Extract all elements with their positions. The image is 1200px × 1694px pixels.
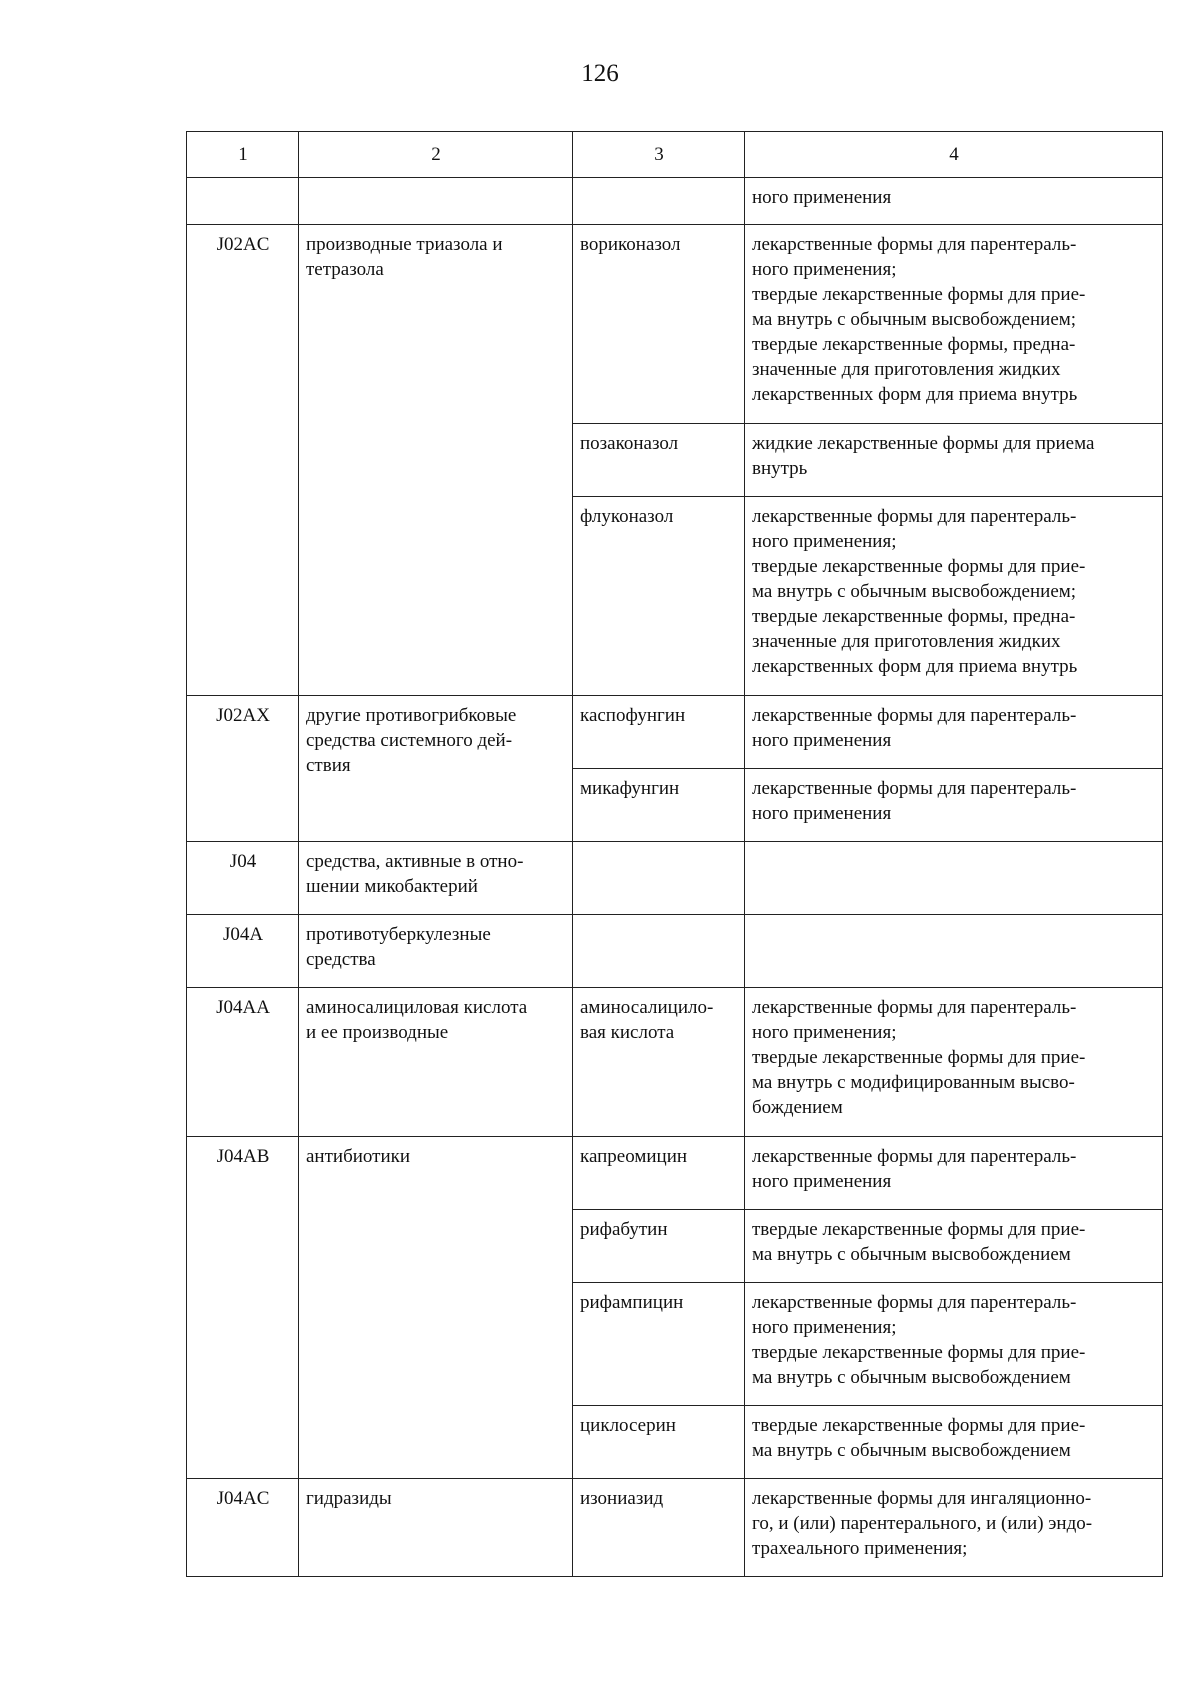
form-cell: лекарственные формы для парентераль- ного применения; твердые лекарственные формы для прие- ма внутрь с модифицированным высво- бождением xyxy=(745,988,1163,1137)
form-cell: ного применения xyxy=(745,178,1163,225)
table-row xyxy=(187,178,1163,225)
code-cell: J02AX xyxy=(187,696,299,842)
group-cell: производные триазола и тетразола xyxy=(299,225,573,696)
drug-cell xyxy=(573,178,745,225)
form-cell: лекарственные формы для парентераль- ного применения xyxy=(745,696,1163,769)
form-cell: жидкие лекарственные формы для приема внутрь xyxy=(745,424,1163,497)
drug-cell: флуконазол xyxy=(573,497,745,696)
drug-table xyxy=(186,131,1163,1577)
form-cell xyxy=(745,842,1163,915)
drug-cell: каспофунгин xyxy=(573,696,745,769)
table-row xyxy=(187,1479,1163,1577)
table-row xyxy=(187,915,1163,988)
code-cell: J04 xyxy=(187,842,299,915)
header-cell-4: 4 xyxy=(745,132,1163,178)
drug-cell: позаконазол xyxy=(573,424,745,497)
drug-cell xyxy=(573,915,745,988)
drug-cell: рифампицин xyxy=(573,1283,745,1406)
table-row xyxy=(187,988,1163,1137)
drug-cell: циклосерин xyxy=(573,1406,745,1479)
drug-cell: вориконазол xyxy=(573,225,745,424)
group-cell: другие противогрибковые средства системного дей- ствия xyxy=(299,696,573,842)
form-cell: лекарственные формы для парентераль- ного применения; твердые лекарственные формы для прие- ма внутрь с обычным высвобождением; твердые лекарственные формы, предна- значенные для приготовления жидких лекарственных форм для приема внутрь xyxy=(745,497,1163,696)
table-row xyxy=(187,696,1163,769)
table-header-row xyxy=(187,132,1163,178)
group-cell: противотуберкулезные средства xyxy=(299,915,573,988)
code-cell: J04AC xyxy=(187,1479,299,1577)
drug-cell: капреомицин xyxy=(573,1137,745,1210)
header-cell-3: 3 xyxy=(573,132,745,178)
code-cell: J04AA xyxy=(187,988,299,1137)
page-number: 126 xyxy=(581,60,619,87)
form-cell: лекарственные формы для парентераль- ного применения xyxy=(745,1137,1163,1210)
code-cell: J04A xyxy=(187,915,299,988)
table-row xyxy=(187,1137,1163,1210)
drug-cell: аминосалицило- вая кислота xyxy=(573,988,745,1137)
table-row xyxy=(187,225,1163,424)
code-cell: J02AC xyxy=(187,225,299,696)
group-cell xyxy=(299,178,573,225)
header-cell-2: 2 xyxy=(299,132,573,178)
code-cell: J04AB xyxy=(187,1137,299,1479)
form-cell: твердые лекарственные формы для прие- ма внутрь с обычным высвобождением xyxy=(745,1406,1163,1479)
group-cell: средства, активные в отно- шении микобактерий xyxy=(299,842,573,915)
form-cell: твердые лекарственные формы для прие- ма внутрь с обычным высвобождением xyxy=(745,1210,1163,1283)
drug-cell: микафунгин xyxy=(573,769,745,842)
header-cell-1: 1 xyxy=(187,132,299,178)
form-cell xyxy=(745,915,1163,988)
table-row xyxy=(187,842,1163,915)
drug-cell: рифабутин xyxy=(573,1210,745,1283)
group-cell: антибиотики xyxy=(299,1137,573,1479)
group-cell: аминосалициловая кислота и ее производные xyxy=(299,988,573,1137)
form-cell: лекарственные формы для парентераль- ного применения xyxy=(745,769,1163,842)
form-cell: лекарственные формы для ингаляционно- го, и (или) парентерального, и (или) эндо- трахеального применения; xyxy=(745,1479,1163,1577)
group-cell: гидразиды xyxy=(299,1479,573,1577)
code-cell xyxy=(187,178,299,225)
form-cell: лекарственные формы для парентераль- ного применения; твердые лекарственные формы для прие- ма внутрь с обычным высвобождением; твердые лекарственные формы, предна- значенные для приготовления жидких лекарственных форм для приема внутрь xyxy=(745,225,1163,424)
drug-cell xyxy=(573,842,745,915)
drug-cell: изониазид xyxy=(573,1479,745,1577)
form-cell: лекарственные формы для парентераль- ного применения; твердые лекарственные формы для прие- ма внутрь с обычным высвобождением xyxy=(745,1283,1163,1406)
